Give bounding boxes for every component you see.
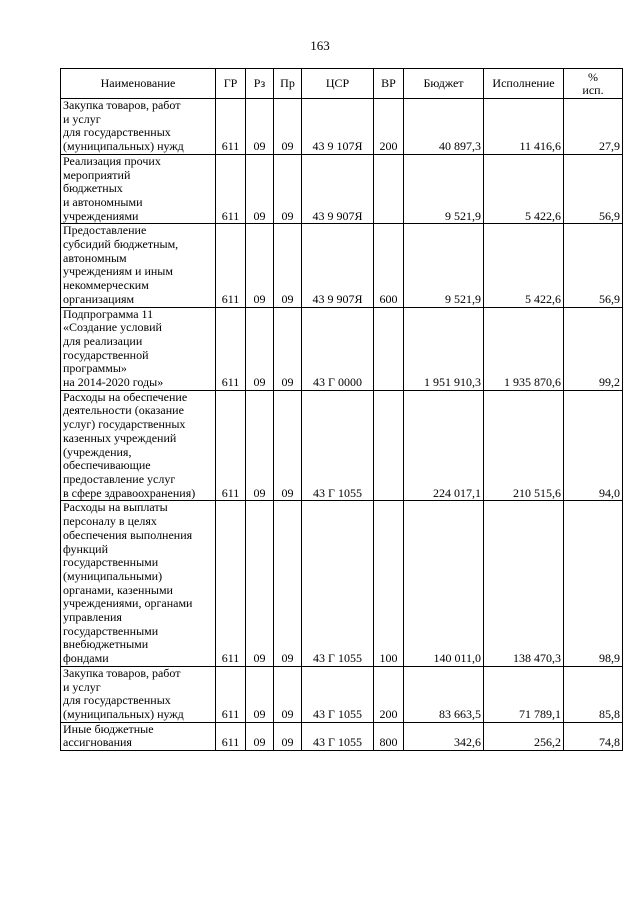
cell-pr: 09: [274, 722, 302, 750]
cell-pr: 09: [274, 99, 302, 155]
name-line: программы»: [63, 361, 127, 376]
header-pr: Пр: [274, 69, 302, 99]
cell-pr: 09: [274, 224, 302, 307]
name-line: (муниципальных) нужд: [63, 706, 184, 721]
cell-csr: 43 Г 1055: [302, 390, 374, 501]
cell-pr: 09: [274, 307, 302, 390]
cell-budget: 9 521,9: [404, 224, 484, 307]
name-line: Закупка товаров, работ: [63, 665, 181, 680]
cell-execution: 256,2: [484, 722, 564, 750]
cell-pr: 09: [274, 666, 302, 722]
cell-percent: 56,9: [564, 154, 623, 224]
cell-gr: 611: [216, 722, 246, 750]
cell-name: [61, 99, 216, 155]
cell-name: [61, 224, 216, 307]
name-line: учреждениям и иным: [63, 264, 173, 279]
name-line: в сфере здравоохранения): [63, 485, 196, 500]
header-csr: ЦСР: [302, 69, 374, 99]
cell-percent: 94,0: [564, 390, 623, 501]
cell-execution: 138 470,3: [484, 501, 564, 666]
name-line: фондами: [63, 651, 109, 666]
name-line: учреждениями: [63, 208, 139, 223]
table-row: [61, 666, 623, 722]
name-line: деятельности (оказание: [63, 403, 184, 418]
cell-percent: 85,8: [564, 666, 623, 722]
name-line: (муниципальными): [63, 568, 163, 583]
cell-percent: 98,9: [564, 501, 623, 666]
name-line: Расходы на выплаты: [63, 500, 168, 515]
table-row: [61, 99, 623, 155]
table-row: [61, 154, 623, 224]
name-line: для государственных: [63, 125, 171, 140]
name-line: органами, казенными: [63, 582, 173, 597]
cell-gr: 611: [216, 666, 246, 722]
name-line: бюджетных: [63, 181, 123, 196]
header-vr: ВР: [374, 69, 404, 99]
table-row: [61, 501, 623, 666]
name-line: и услуг: [63, 111, 101, 126]
name-line: Реализация прочих: [63, 153, 161, 168]
cell-csr: 43 9 107Я: [302, 99, 374, 155]
cell-percent: 99,2: [564, 307, 623, 390]
name-line: «Создание условий: [63, 320, 162, 335]
cell-pr: 09: [274, 390, 302, 501]
name-line: Расходы на обеспечение: [63, 389, 188, 404]
cell-vr: [374, 390, 404, 501]
cell-gr: 611: [216, 224, 246, 307]
cell-budget: 40 897,3: [404, 99, 484, 155]
cell-vr: [374, 154, 404, 224]
cell-gr: 611: [216, 390, 246, 501]
cell-csr: 43 Г 1055: [302, 501, 374, 666]
name-line: мероприятий: [63, 167, 131, 182]
cell-vr: 600: [374, 224, 404, 307]
cell-budget: 9 521,9: [404, 154, 484, 224]
cell-rz: 09: [246, 666, 274, 722]
page-number: 163: [310, 38, 330, 53]
name-line: предоставление услуг: [63, 471, 176, 486]
header-percent: [564, 69, 623, 99]
cell-rz: 09: [246, 307, 274, 390]
table-row: [61, 224, 623, 307]
cell-percent: 27,9: [564, 99, 623, 155]
name-line: на 2014-2020 годы»: [63, 375, 164, 390]
cell-percent: 74,8: [564, 722, 623, 750]
name-line: и услуг: [63, 679, 101, 694]
name-line: государственной: [63, 347, 149, 362]
table-body: [61, 99, 623, 751]
header-row: [61, 69, 623, 99]
cell-vr: 800: [374, 722, 404, 750]
name-line: ассигнования: [63, 735, 132, 750]
cell-execution: 210 515,6: [484, 390, 564, 501]
table-row: [61, 722, 623, 750]
table-row: [61, 390, 623, 501]
cell-gr: 611: [216, 307, 246, 390]
cell-rz: 09: [246, 390, 274, 501]
cell-execution: 5 422,6: [484, 154, 564, 224]
cell-csr: 43 9 907Я: [302, 224, 374, 307]
cell-execution: 11 416,6: [484, 99, 564, 155]
cell-name: [61, 390, 216, 501]
header-budget: Бюджет: [404, 69, 484, 99]
name-line: (муниципальных) нужд: [63, 139, 184, 154]
cell-budget: 83 663,5: [404, 666, 484, 722]
cell-rz: 09: [246, 224, 274, 307]
cell-pr: 09: [274, 501, 302, 666]
name-line: субсидий бюджетным,: [63, 237, 179, 252]
name-line: и автономными: [63, 194, 143, 209]
header-name: Наименование: [61, 69, 216, 99]
cell-percent: 56,9: [564, 224, 623, 307]
cell-name: [61, 307, 216, 390]
header-gr: ГР: [216, 69, 246, 99]
name-line: Иные бюджетные: [63, 721, 154, 736]
name-line: персоналу в целях: [63, 514, 157, 529]
table-row: [61, 307, 623, 390]
cell-name: [61, 501, 216, 666]
name-line: некоммерческим: [63, 278, 149, 293]
name-line: внебюджетными: [63, 637, 149, 652]
cell-rz: 09: [246, 722, 274, 750]
cell-rz: 09: [246, 501, 274, 666]
cell-gr: 611: [216, 501, 246, 666]
cell-rz: 09: [246, 154, 274, 224]
cell-csr: 43 Г 0000: [302, 307, 374, 390]
name-line: Закупка товаров, работ: [63, 98, 181, 112]
name-line: обеспечения выполнения: [63, 527, 193, 542]
cell-vr: 200: [374, 666, 404, 722]
cell-budget: 140 011,0: [404, 501, 484, 666]
cell-budget: 224 017,1: [404, 390, 484, 501]
cell-execution: 71 789,1: [484, 666, 564, 722]
name-line: учреждениями, органами: [63, 596, 193, 611]
name-line: услуг) государственных: [63, 417, 186, 432]
header-execution: Исполнение: [484, 69, 564, 99]
name-line: Подпрограмма 11: [63, 306, 154, 321]
name-line: Предоставление: [63, 223, 147, 238]
name-line: государственными: [63, 623, 159, 638]
cell-name: [61, 722, 216, 750]
header-percent-sign: %: [588, 69, 598, 84]
cell-execution: 1 935 870,6: [484, 307, 564, 390]
cell-csr: 43 9 907Я: [302, 154, 374, 224]
name-line: управления: [63, 610, 122, 625]
name-line: для реализации: [63, 333, 143, 348]
cell-vr: 200: [374, 99, 404, 155]
cell-name: [61, 666, 216, 722]
cell-gr: 611: [216, 154, 246, 224]
cell-vr: 100: [374, 501, 404, 666]
header-percent-label: исп.: [582, 82, 604, 97]
name-line: для государственных: [63, 693, 171, 708]
cell-pr: 09: [274, 154, 302, 224]
name-line: государственными: [63, 555, 159, 570]
name-line: функций: [63, 541, 108, 556]
name-line: организациям: [63, 291, 135, 306]
cell-vr: [374, 307, 404, 390]
name-line: (учреждения,: [63, 444, 132, 459]
name-line: автономным: [63, 250, 127, 265]
cell-rz: 09: [246, 99, 274, 155]
budget-table: [60, 68, 623, 751]
cell-budget: 342,6: [404, 722, 484, 750]
cell-budget: 1 951 910,3: [404, 307, 484, 390]
cell-gr: 611: [216, 99, 246, 155]
cell-execution: 5 422,6: [484, 224, 564, 307]
name-line: казенных учреждений: [63, 430, 177, 445]
cell-csr: 43 Г 1055: [302, 666, 374, 722]
header-rz: Рз: [246, 69, 274, 99]
name-line: обеспечивающие: [63, 458, 151, 473]
cell-csr: 43 Г 1055: [302, 722, 374, 750]
cell-name: [61, 154, 216, 224]
